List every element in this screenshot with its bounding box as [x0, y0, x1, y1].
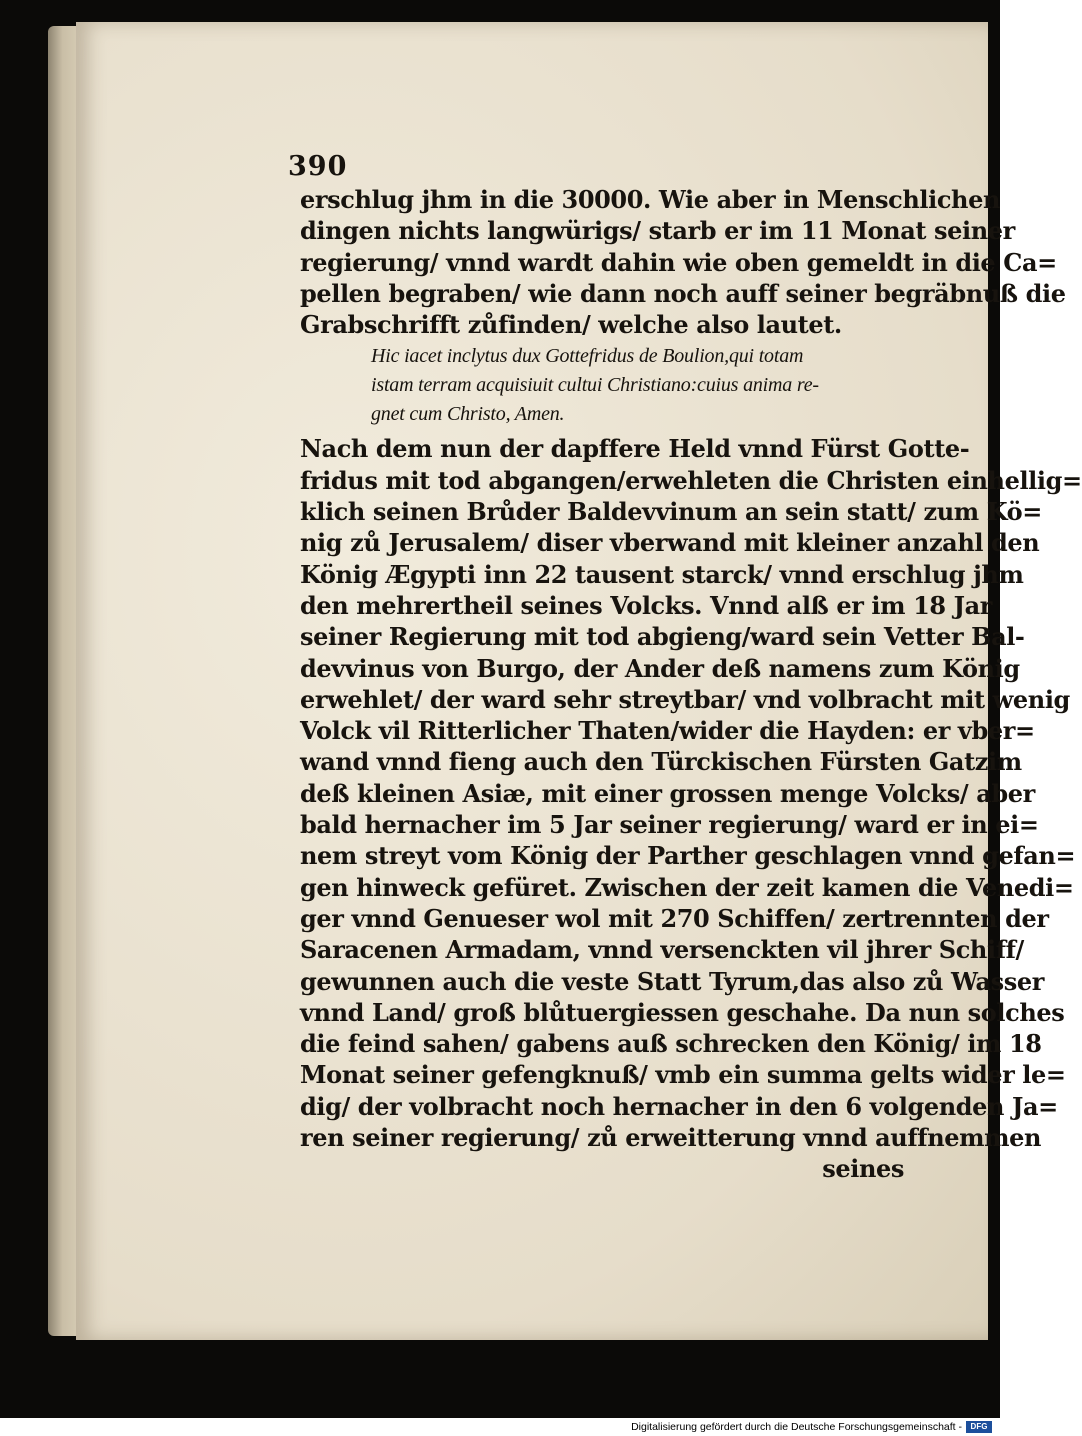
- text-line: erschlug jhm in die 30000. Wie aber in Menschlichen: [300, 185, 1000, 214]
- text-line: deß kleinen Asiæ, mit einer grossen menge Volcks/ aber: [300, 778, 1035, 808]
- latin-line: gnet cum Christo, Amen.: [371, 403, 565, 426]
- text-line: Grabschrifft zůfinden/ welche also lautet.: [300, 310, 842, 340]
- catchword: seines: [822, 1154, 904, 1184]
- text-line: Volck vil Ritterlicher Thaten/wider die Hayden: er vber=: [300, 716, 1035, 746]
- text-line: pellen begraben/ wie dann noch auff seiner begräbnuß die: [300, 278, 1066, 308]
- text-line: klich seinen Brůder Baldevvinum an sein statt/ zum Kö=: [300, 497, 1042, 527]
- text-line: ren seiner regierung/ zů erweitterung vnnd auffnemmen: [300, 1123, 1042, 1153]
- footer-credit: Digitalisierung gefördert durch die Deutsche Forschungsgemeinschaft -: [631, 1421, 962, 1433]
- text-line: bald hernacher im 5 Jar seiner regierung/ ward er in ei=: [300, 810, 1039, 840]
- text-line: Monat seiner gefengknuß/ vmb ein summa gelts wider le=: [300, 1060, 1066, 1090]
- text-line: gewunnen auch die veste Statt Tyrum,das also zů Wasser: [300, 966, 1044, 996]
- text-line: fridus mit tod abgangen/erwehleten die Christen einhellig=: [300, 465, 1082, 495]
- text-line: dingen nichts langwürigs/ starb er im 11 Monat seiner: [300, 216, 1015, 246]
- text-line: wand vnnd fieng auch den Türckischen Fürsten Gatzim: [300, 747, 1022, 777]
- text-line: Nach dem nun der dapffere Held vnnd Fürst Gotte-: [300, 434, 970, 464]
- text-line: dig/ der volbracht noch hernacher in den 6 volgenden Ja=: [300, 1091, 1058, 1121]
- text-line: gen hinweck gefüret. Zwischen der zeit kamen die Venedi=: [300, 872, 1074, 902]
- text-line: devvinus von Burgo, der Ander deß namens zum König: [300, 653, 1020, 683]
- text-line: erwehlet/ der ward sehr streytbar/ vnd volbracht mit wenig: [300, 684, 1070, 714]
- text-line: den mehrertheil seines Volcks. Vnnd alß er im 18 Jar: [300, 590, 992, 620]
- text-line: seiner Regierung mit tod abgieng/ward sein Vetter Bal-: [300, 622, 1025, 652]
- text-line: nig zů Jerusalem/ diser vberwand mit kleiner anzahl den: [300, 528, 1040, 558]
- text-line: König Ægypti inn 22 tausent starck/ vnnd erschlug jhm: [300, 559, 1024, 589]
- footer-bar: [0, 1418, 1000, 1436]
- text-line: vnnd Land/ groß blůtuergiessen geschahe. Da nun solches: [300, 997, 1065, 1027]
- latin-line: Hic iacet inclytus dux Gottefridus de Boulion,qui totam: [371, 345, 804, 368]
- latin-line: istam terram acquisiuit cultui Christiano:cuius anima re-: [371, 374, 819, 397]
- text-line: ger vnnd Genueser wol mit 270 Schiffen/ zertrennten der: [300, 903, 1049, 933]
- text-line: regierung/ vnnd wardt dahin wie oben gemeldt in die Ca=: [300, 247, 1057, 277]
- dfg-logo-icon: DFG: [966, 1421, 992, 1433]
- latin-epitaph: [226, 342, 966, 429]
- page-number: 390: [288, 151, 348, 182]
- text-line: die feind sahen/ gabens auß schrecken den König/ im 18: [300, 1029, 1042, 1059]
- page-text: [226, 150, 1082, 1185]
- text-line: nem streyt vom König der Parther geschlagen vnnd gefan=: [300, 841, 1076, 871]
- text-line: Saracenen Armadam, vnnd versenckten vil jhrer Schiff/: [300, 935, 1024, 965]
